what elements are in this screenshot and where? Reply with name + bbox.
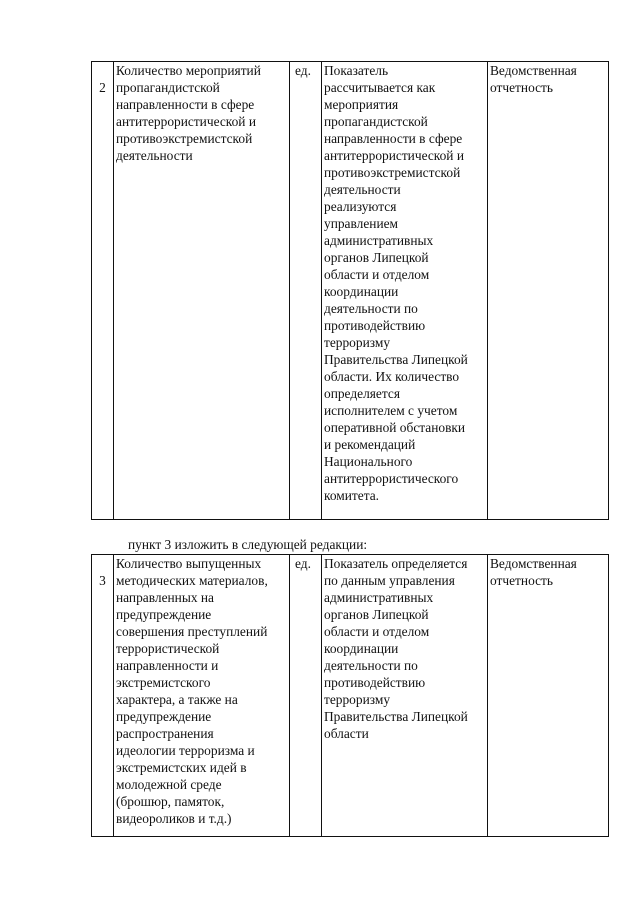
indicator-table-1 bbox=[91, 61, 609, 520]
calculation-method-cell: Показатель рассчитывается как мероприятия пропагандистской направленности в сфере антитеррористической и противоэкстремистской деятельности реализуются управлением административных органов Липецкой области и отделом координации деятельности по противодействию терроризму Правительства Липецкой области. Их количество определяется исполнителем с учетом оперативной обстановки и рекомендаций Национального антитеррористического комитета. bbox=[322, 62, 488, 520]
indicator-table-2 bbox=[91, 554, 609, 837]
indicator-name-cell: Количество мероприятий пропагандистской направленности в сфере антитеррористической и противоэкстремистской деятельности bbox=[114, 62, 290, 520]
table-row bbox=[92, 62, 609, 520]
indicator-name-cell: Количество выпущенных методических материалов, направленных на предупреждение совершения преступлений террористической направленности и экстремистского характера, а также на предупреждение распространения идеологии терроризма и экстремистских идей в молодежной среде (брошюр, памяток, видеороликов и т.д.) bbox=[114, 555, 290, 837]
amendment-paragraph: пункт 3 изложить в следующей редакции: bbox=[128, 537, 368, 552]
unit-cell: ед. bbox=[290, 555, 322, 837]
row-number-cell bbox=[92, 555, 114, 837]
data-source-cell: Ведомственная отчетность bbox=[488, 555, 609, 837]
row-number: 2 bbox=[99, 80, 106, 95]
calculation-method-cell: Показатель определяется по данным управления административных органов Липецкой области и отделом координации деятельности по противодействию терроризму Правительства Липецкой области bbox=[322, 555, 488, 837]
row-number-cell bbox=[92, 62, 114, 520]
unit-cell: ед. bbox=[290, 62, 322, 520]
table-row bbox=[92, 555, 609, 837]
data-source-cell: Ведомственная отчетность bbox=[488, 62, 609, 520]
row-number: 3 bbox=[99, 573, 106, 588]
